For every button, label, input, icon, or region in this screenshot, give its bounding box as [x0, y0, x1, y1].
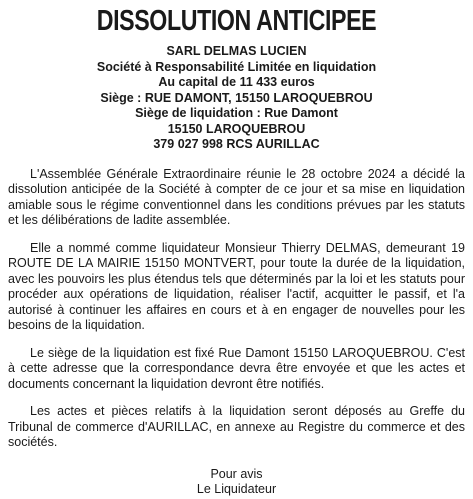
liquidation-office-city: 15150 LAROQUEBROU [167, 121, 306, 136]
company-header [8, 44, 465, 153]
paragraph-liquidation-office: Le siège de la liquidation est fixé Rue Damont 15150 LAROQUEBROU. C'est à cette adresse que la correspondance devra être envoyée et que les actes et documents concernant la liquidation devront être notifiés. [8, 345, 465, 391]
paragraph-liquidator: Elle a nommé comme liquidateur Monsieur Thierry DELMAS, demeurant 19 ROUTE DE LA MAIRIE 15150 MONTVERT, pour toute la durée de la liquidation, avec les pouvoirs les plus étendus tels que déterminés par la loi et les statuts pour procéder aux opérations de liquidation, réaliser l'actif, acquitter le passif, et l'a autorisé à continuer les affaires en cours et à en engager de nouvelles pour les besoins de la liquidation. [8, 240, 465, 332]
company-legal-form: Société à Responsabilité Limitée en liquidation [96, 59, 377, 74]
company-name: SARL DELMAS LUCIEN [166, 44, 307, 58]
liquidation-office-street: Siège de liquidation : Rue Damont [135, 106, 338, 120]
company-capital: Au capital de 11 433 euros [158, 75, 315, 89]
notice-title: DISSOLUTION ANTICIPEE [96, 5, 377, 37]
company-head-office: Siège : RUE DAMONT, 15150 LAROQUEBROU [100, 90, 373, 105]
company-registration: 379 027 998 RCS AURILLAC [153, 137, 320, 151]
signature-pour-avis: Pour avis [210, 466, 263, 481]
paragraph-decision: L'Assemblée Générale Extraordinaire réunie le 28 octobre 2024 a décidé la dissolution anticipée de la Société à compter de ce jour et sa mise en liquidation amiable sous le régime conventionnel dans les conditions prévues par les statuts et les délibérations de ladite assemblée. [8, 166, 465, 227]
paragraph-filing: Les actes et pièces relatifs à la liquidation seront déposés au Greffe du Tribunal de commerce d'AURILLAC, en annexe au Registre du commerce et des sociétés. [8, 404, 465, 449]
signature-block [8, 467, 465, 498]
signature-liquidator: Le Liquidateur [196, 482, 277, 496]
